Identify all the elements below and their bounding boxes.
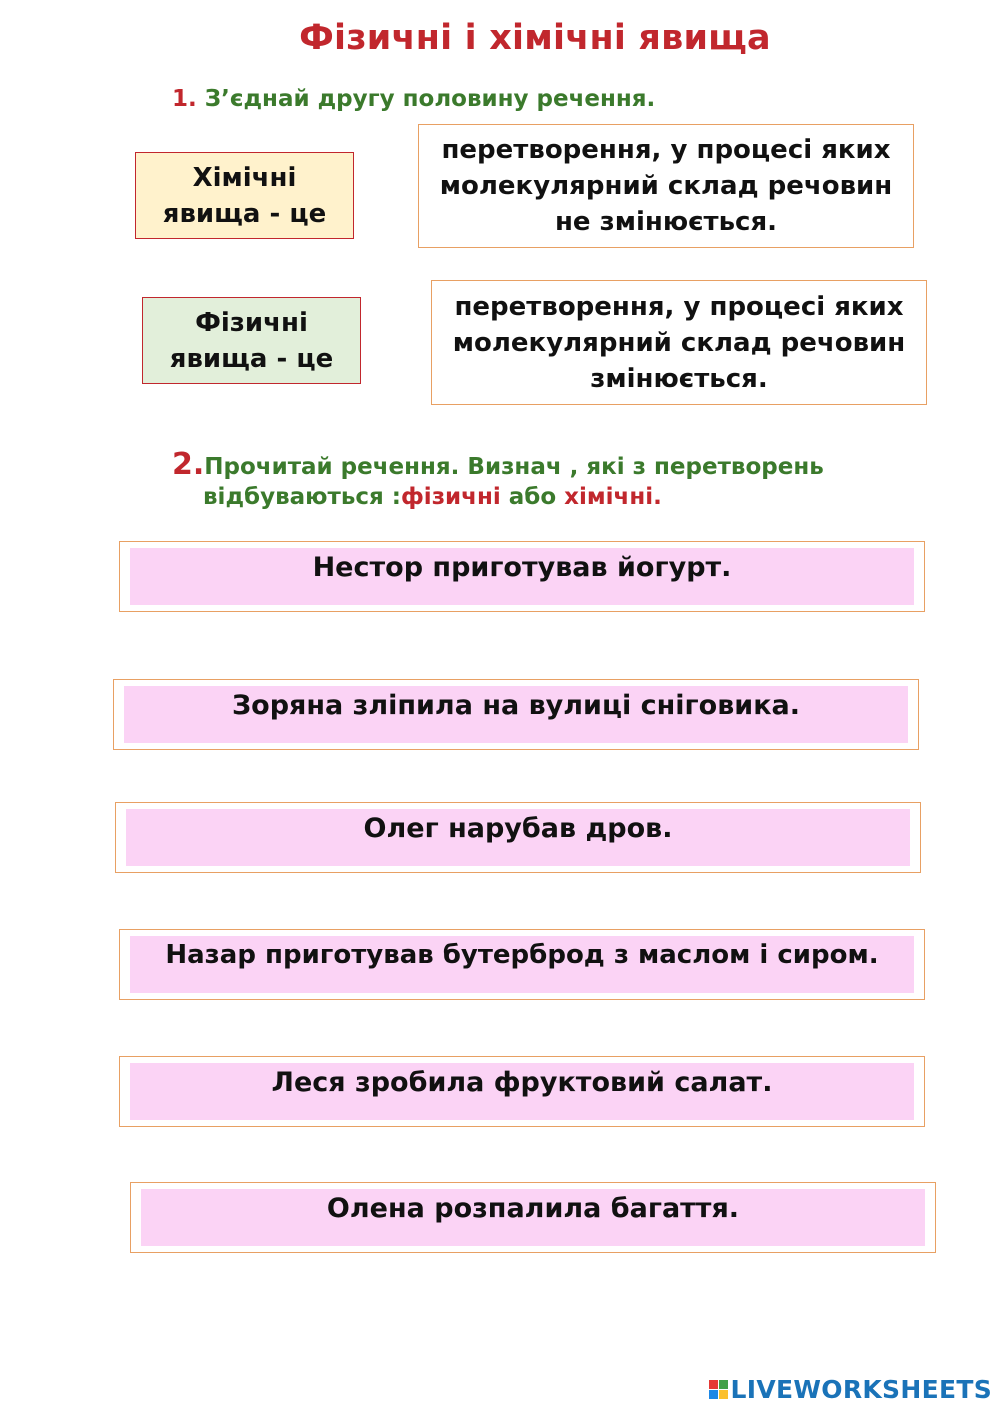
sentence-box-5[interactable] [119,1056,925,1127]
logo-text: LIVEWORKSHEETS [730,1375,992,1404]
liveworksheets-logo [709,1375,992,1404]
definition-unchanged-line1: перетворення, у процесі яких [441,135,891,165]
term-chemical-line2: явища - це [162,198,327,229]
sentence-text-5: Леся зробила фруктовий салат. [130,1063,914,1120]
sentence-box-2[interactable] [113,679,919,750]
task2-text-line1: Прочитай речення. Визнач , які з перетворень [204,454,824,480]
sentence-box-4[interactable] [119,929,925,1000]
task1-number: 1. [172,86,197,112]
task1-text: З’єднай другу половину речення. [204,86,656,112]
definition-changed-line1: перетворення, у процесі яких [454,291,904,322]
sentence-text-3: Олег нарубав дров. [126,809,910,866]
task2-heading-line2 [203,484,662,510]
word-physical: фізичні [400,484,501,510]
sentence-box-1[interactable] [119,541,925,612]
word-or: або [500,484,565,510]
task2-number: 2. [172,447,205,482]
term-physical-line2: явища - це [169,343,334,374]
definition-changed-line3: змінюється. [590,363,768,394]
sentence-text-4: Назар приготував бутерброд з маслом і сиром. [130,936,914,993]
definition-unchanged-line2: молекулярний склад речовин [439,171,893,201]
sentence-text-1: Нестор приготував йогурт. [130,548,914,605]
definition-changed-line2: молекулярний склад речовин [452,327,906,358]
sentence-text-6: Олена розпалила багаття. [141,1189,925,1246]
task2-heading-line1 [172,447,824,482]
term-chemical[interactable] [135,152,354,239]
sentence-box-6[interactable] [130,1182,936,1253]
page-title: Фізичні і хімічні явища [299,18,771,58]
definition-unchanged-line3: не змінюється. [554,207,778,237]
definition-unchanged[interactable] [418,124,914,248]
term-physical[interactable] [142,297,361,384]
logo-mark-icon [709,1380,728,1399]
sentence-box-3[interactable] [115,802,921,873]
definition-changed[interactable] [431,280,927,405]
term-chemical-line1: Хімічні [192,162,297,193]
task2-text-line2: відбуваються : [203,484,401,510]
word-chemical: хімічні. [564,484,662,510]
task1-heading [172,86,655,112]
term-physical-line1: Фізичні [195,307,308,338]
sentence-text-2: Зоряна зліпила на вулиці сніговика. [124,686,908,743]
